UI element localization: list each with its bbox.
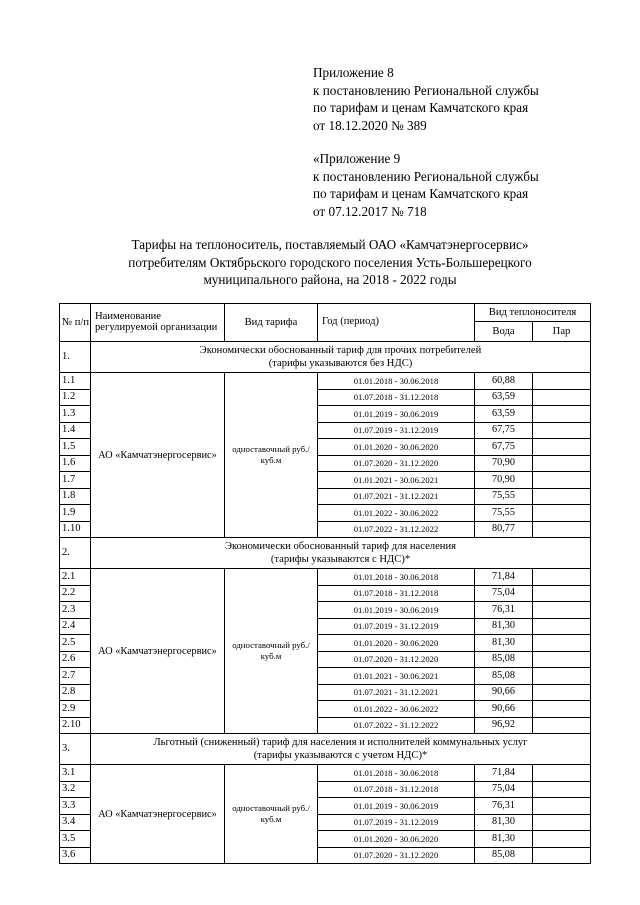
- period-cell: 01.01.2022 - 30.06.2022: [318, 701, 475, 718]
- table-row: [60, 765, 591, 782]
- period-cell: 01.07.2020 - 31.12.2020: [318, 847, 475, 864]
- appendix-line: от 07.12.2017 № 718: [313, 203, 427, 219]
- row-number: 1.8: [60, 488, 91, 505]
- appendix-8-header: [313, 64, 613, 134]
- water-value: 85,08: [475, 651, 533, 668]
- section-title: [91, 734, 591, 765]
- period-cell: 01.01.2022 - 30.06.2022: [318, 505, 475, 522]
- title-line: Тарифы на теплоноситель, поставляемый ОАО «Камчатэнергосервис»: [131, 237, 529, 252]
- row-number: 1.1: [60, 373, 91, 390]
- period-cell: 01.01.2018 - 30.06.2018: [318, 765, 475, 782]
- water-value: 80,77: [475, 521, 533, 538]
- period-cell: 01.01.2021 - 30.06.2021: [318, 472, 475, 489]
- appendix-line: по тарифам и ценам Камчатского края: [313, 100, 529, 116]
- tariff-type: одноставочный руб./куб.м: [225, 373, 318, 538]
- water-value: 63,59: [475, 406, 533, 423]
- steam-value: [533, 373, 591, 390]
- tariff-table: [59, 303, 591, 864]
- period-cell: 01.07.2022 - 31.12.2022: [318, 717, 475, 734]
- period-cell: 01.07.2022 - 31.12.2022: [318, 521, 475, 538]
- steam-value: [533, 684, 591, 701]
- tariff-type: одноставочный руб./куб.м: [225, 569, 318, 734]
- steam-value: [533, 389, 591, 406]
- water-value: 67,75: [475, 422, 533, 439]
- title-line: муниципального района, на 2018 - 2022 годы: [203, 272, 457, 288]
- steam-value: [533, 635, 591, 652]
- water-value: 75,04: [475, 781, 533, 798]
- period-cell: 01.01.2020 - 30.06.2020: [318, 635, 475, 652]
- steam-value: [533, 618, 591, 635]
- section-subtitle-line: (тарифы указываются с учетом НДС)*: [253, 750, 428, 761]
- period-cell: 01.07.2021 - 31.12.2021: [318, 488, 475, 505]
- period-cell: 01.01.2019 - 30.06.2019: [318, 602, 475, 619]
- appendix-line: Приложение 8: [313, 65, 394, 80]
- water-value: 75,04: [475, 585, 533, 602]
- period-cell: 01.07.2019 - 31.12.2019: [318, 422, 475, 439]
- document-title: [60, 236, 600, 289]
- header-steam: Пар: [533, 322, 591, 342]
- organization-name: АО «Камчатэнергосервис»: [91, 569, 225, 734]
- water-value: 76,31: [475, 602, 533, 619]
- section-title-line: Льготный (сниженный) тариф для населения и исполнителей коммунальных услуг: [153, 736, 528, 748]
- period-cell: 01.01.2020 - 30.06.2020: [318, 831, 475, 848]
- period-cell: 01.01.2019 - 30.06.2019: [318, 406, 475, 423]
- table-row: [60, 569, 591, 586]
- title-line: потребителям Октябрьского городского поселения Усть-Большерецкого: [128, 254, 532, 270]
- appendix-line: по тарифам и ценам Камчатского края: [313, 186, 529, 202]
- row-number: 3.2: [60, 781, 91, 798]
- period-cell: 01.07.2021 - 31.12.2021: [318, 684, 475, 701]
- section-subtitle-line: (тарифы указываются с НДС)*: [270, 554, 411, 565]
- section-subtitle-line: (тарифы указываются без НДС): [268, 358, 413, 369]
- water-value: 85,08: [475, 847, 533, 864]
- steam-value: [533, 798, 591, 815]
- row-number: 2.9: [60, 701, 91, 718]
- water-value: 81,30: [475, 635, 533, 652]
- row-number: 2.2: [60, 585, 91, 602]
- header-org: Наименование регулируемой организации: [91, 304, 225, 342]
- appendix-9-header: [313, 150, 613, 220]
- section-title-line: Экономически обоснованный тариф для прочих потребителей: [199, 344, 482, 356]
- steam-value: [533, 717, 591, 734]
- water-value: 76,31: [475, 798, 533, 815]
- section-title: [91, 342, 591, 373]
- row-number: 1.7: [60, 472, 91, 489]
- row-number: 1.10: [60, 521, 91, 538]
- steam-value: [533, 814, 591, 831]
- row-number: 2.8: [60, 684, 91, 701]
- steam-value: [533, 831, 591, 848]
- steam-value: [533, 651, 591, 668]
- row-number: 2.1: [60, 569, 91, 586]
- steam-value: [533, 505, 591, 522]
- row-number: 1.9: [60, 505, 91, 522]
- section-number: 1.: [60, 342, 91, 373]
- row-number: 3.3: [60, 798, 91, 815]
- row-number: 2.7: [60, 668, 91, 685]
- row-number: 1.2: [60, 389, 91, 406]
- water-value: 90,66: [475, 701, 533, 718]
- tariff-type: одноставочный руб./куб.м: [225, 765, 318, 864]
- steam-value: [533, 847, 591, 864]
- water-value: 63,59: [475, 389, 533, 406]
- section-title: [91, 538, 591, 569]
- water-value: 85,08: [475, 668, 533, 685]
- water-value: 75,55: [475, 505, 533, 522]
- period-cell: 01.01.2018 - 30.06.2018: [318, 373, 475, 390]
- period-cell: 01.07.2019 - 31.12.2019: [318, 618, 475, 635]
- steam-value: [533, 585, 591, 602]
- period-cell: 01.01.2018 - 30.06.2018: [318, 569, 475, 586]
- appendix-line: к постановлению Региональной службы: [313, 168, 539, 184]
- row-number: 1.6: [60, 455, 91, 472]
- water-value: 81,30: [475, 831, 533, 848]
- steam-value: [533, 602, 591, 619]
- steam-value: [533, 701, 591, 718]
- row-number: 1.3: [60, 406, 91, 423]
- water-value: 71,84: [475, 569, 533, 586]
- water-value: 60,88: [475, 373, 533, 390]
- steam-value: [533, 569, 591, 586]
- table-row: [60, 373, 591, 390]
- period-cell: 01.07.2018 - 31.12.2018: [318, 585, 475, 602]
- section-title-line: Экономически обоснованный тариф для населения: [225, 540, 456, 552]
- steam-value: [533, 765, 591, 782]
- period-cell: 01.01.2019 - 30.06.2019: [318, 798, 475, 815]
- row-number: 3.6: [60, 847, 91, 864]
- header-period: Год (период): [318, 304, 475, 342]
- appendix-line: от 18.12.2020 № 389: [313, 117, 427, 133]
- period-cell: 01.01.2021 - 30.06.2021: [318, 668, 475, 685]
- period-cell: 01.07.2020 - 31.12.2020: [318, 651, 475, 668]
- row-number: 1.4: [60, 422, 91, 439]
- steam-value: [533, 521, 591, 538]
- water-value: 71,84: [475, 765, 533, 782]
- water-value: 75,55: [475, 488, 533, 505]
- water-value: 70,90: [475, 472, 533, 489]
- steam-value: [533, 781, 591, 798]
- header-water: Вода: [475, 322, 533, 342]
- row-number: 2.5: [60, 635, 91, 652]
- water-value: 70,90: [475, 455, 533, 472]
- period-cell: 01.07.2020 - 31.12.2020: [318, 455, 475, 472]
- row-number: 3.4: [60, 814, 91, 831]
- row-number: 3.5: [60, 831, 91, 848]
- section-number: 3.: [60, 734, 91, 765]
- steam-value: [533, 406, 591, 423]
- water-value: 67,75: [475, 439, 533, 456]
- organization-name: АО «Камчатэнергосервис»: [91, 373, 225, 538]
- row-number: 2.10: [60, 717, 91, 734]
- steam-value: [533, 439, 591, 456]
- header-num: № п/п: [60, 304, 91, 342]
- water-value: 81,30: [475, 618, 533, 635]
- row-number: 3.1: [60, 765, 91, 782]
- appendix-line: «Приложение 9: [313, 151, 401, 166]
- water-value: 81,30: [475, 814, 533, 831]
- steam-value: [533, 422, 591, 439]
- period-cell: 01.01.2020 - 30.06.2020: [318, 439, 475, 456]
- row-number: 2.6: [60, 651, 91, 668]
- steam-value: [533, 455, 591, 472]
- period-cell: 01.07.2018 - 31.12.2018: [318, 781, 475, 798]
- header-carrier: Вид теплоносителя: [475, 304, 591, 322]
- water-value: 96,92: [475, 717, 533, 734]
- steam-value: [533, 488, 591, 505]
- row-number: 1.5: [60, 439, 91, 456]
- period-cell: 01.07.2018 - 31.12.2018: [318, 389, 475, 406]
- section-number: 2.: [60, 538, 91, 569]
- organization-name: АО «Камчатэнергосервис»: [91, 765, 225, 864]
- period-cell: 01.07.2019 - 31.12.2019: [318, 814, 475, 831]
- water-value: 90,66: [475, 684, 533, 701]
- steam-value: [533, 668, 591, 685]
- row-number: 2.3: [60, 602, 91, 619]
- header-tariff-type: Вид тарифа: [225, 304, 318, 342]
- row-number: 2.4: [60, 618, 91, 635]
- appendix-line: к постановлению Региональной службы: [313, 82, 539, 98]
- steam-value: [533, 472, 591, 489]
